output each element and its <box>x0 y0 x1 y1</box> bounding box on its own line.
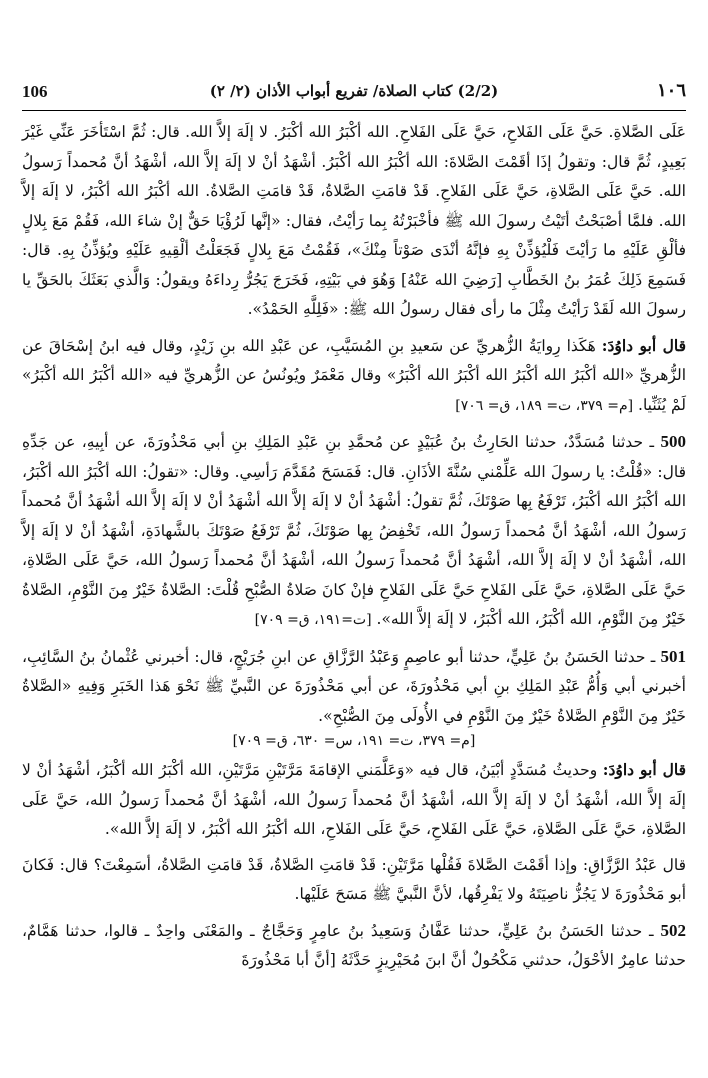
reference-501: [م= ٣٧٩، ت= ١٩١، س= ٦٣٠، ق= ٧٠٩] <box>232 733 476 749</box>
page-header <box>22 82 686 112</box>
paragraph-abu-dawud-note-2: قال أبو داوُدَ: وحديثُ مُسَدَّدٍ أبْيَنُ، قال فيه «وَعَلَّمَني الإقامَةَ مَرَّتَيْنِ مَرَّتَيْنِ، الله أكْبَرُ الله أكْبَرُ، أشْهَدُ أنْ لا إلَهَ إلاَّ الله، أشْهَدُ أنْ لا إلَهَ إلاَّ الله، أشْهَدُ أنَّ مُحمداً رَسولُ الله، أشْهَدُ أنَّ مُحمداً رَسولُ الله، حَيَّ عَلَى الصَّلاةِ، حَيَّ عَلَى الصَّلاةِ، حَيَّ عَلَى الفَلاحِ، حَيَّ عَلَى الفَلاحِ، الله أكْبَرُ الله أكْبَرُ، لا إلَهَ إلاَّ الله». <box>22 760 686 838</box>
hadith-502: 502 ـ حدثنا الحَسَنُ بنُ عَلِيٍّ، حدثنا عَفَّانُ وَسَعِيدُ بنُ عامِرٍ وَحَجَّاجٌ ـ والمَعْنَى واحِدٌ ـ قالوا، حدثنا هَمَّامٌ، حدثنا عامِرٌ الأحْوَلُ، حدثني مَكْحُولٌ أنَّ ابنَ مُحَيْرِيزٍ حَدَّثَهُ [أنَّ أبا مَحْذُورَةَ <box>22 920 686 969</box>
hadith-number: 502 <box>660 920 686 940</box>
reference: [م= ٣٧٩، ت= ١٨٩، ق= ٧٠٦] <box>455 397 634 414</box>
hadith-501: 501 ـ حدثنا الحَسَنُ بنُ عَلِيٍّ، حدثنا أبو عاصِمٍ وَعَبْدُ الرَّزَّاقِ عن ابنِ جُرَيْجٍ، قال: أخبرني عُثْمانُ بنُ السَّائِبِ، أخبرني أبي وَأُمُّ عَبْدِ المَلِكِ بنِ أبي مَحْذُورَةَ، عن أبي مَحْذُورَةَ عن النَّبيِّ ﷺ نَحْوَ هَذا الخَبَرِ وَفِيهِ «الصَّلاةُ خَيْرٌ مِنَ النَّوْمِ الصَّلاةُ خَيْرٌ مِنَ النَّوْمِ في الأُولَى مِنَ الصُّبْحِ». <box>22 646 686 725</box>
paragraph-abu-dawud-note-1: قال أبو داوُدَ: هَكَذا رِوايَةُ الزُّهريِّ عن سَعيدِ بنِ المُسَيَّبِ، عن عَبْدِ الله بنِ زَيْدٍ، وقال فيه ابنُ إسْحَاقَ عن الزُّهريِّ «الله أكْبَرُ الله أكْبَرُ الله أكْبَرُ الله أكْبَرُ» وقال مَعْمَرٌ ويُونُسُ عن الزُّهريِّ فيه «الله أكْبَرُ الله أكْبَرُ» لَمْ يُثَنِّيا. [م= ٣٧٩، ت= ١٨٩، ق= ٧٠٦] <box>22 335 686 414</box>
paragraph-abd-al-razzaq: قال عَبْدُ الرَّزَّاقِ: وإذا أقَمْتَ الصَّلاةَ فَقُلْها مَرَّتَيْنِ: قَدْ قامَتِ الصَّلاةُ، قَدْ قامَتِ الصَّلاةُ، أسَمِعْتَ؟ قال: فَكانَ أبو مَحْذُورَةَ لا يَجُزُّ ناصِيَتَهُ ولا يَفْرِقُها، لأنَّ النَّبيَّ ﷺ مَسَحَ عَلَيْها. <box>22 855 686 903</box>
hadith-number: 501 <box>660 646 686 666</box>
hadith-number: 500 <box>660 432 686 451</box>
reference: [ت=١٩١، ق= ٧٠٩] <box>254 612 372 628</box>
page-number-arabic: ١٠٦ <box>656 80 686 101</box>
running-title: (2/2) كتاب الصلاة/ تفريع أبواب الأذان (٢/ ٢) <box>209 82 499 100</box>
hadith-500: 500 ـ حدثنا مُسَدَّدٌ، حدثنا الحَارِثُ بنُ عُبَيْدٍ عن مُحمَّدِ بنِ عَبْدِ المَلِكِ بنِ أبي مَحْذُورَةَ، عن أبِيهِ، عن جَدِّهِ قال: «قُلْتُ: يا رسولَ الله عَلِّمْني سُنَّةَ الأذَانِ. قال: فَمَسَحَ مُقَدَّمَ رَأسِي. وقال: «تقولُ: الله أكْبَرُ الله أكْبَرُ، الله أكْبَرُ الله أكْبَرُ، تَرْفَعُ بِها صَوْتَكَ، ثُمَّ تقولُ: أشْهَدُ أنْ لا إلَهَ إلاَّ الله أشْهَدُ أنْ لا إلَهَ إلاَّ الله أشْهَدُ أنَّ مُحمداً رَسولُ الله، أشْهَدُ أنَّ مُحمداً رَسولُ الله، تَخْفِضُ بِها صَوْتَكَ، ثُمَّ تَرْفَعُ صَوْتَكَ بالشَّهادَةِ، أشْهَدُ أنْ لا إلَهَ إلاَّ الله، أشْهَدُ أنْ لا إلَهَ إلاَّ الله، أشْهَدُ أنَّ مُحمداً رَسولُ الله، أشْهَدُ أنَّ مُحمداً رَسولُ الله، حَيَّ عَلَى الصَّلاةِ، حَيَّ عَلَى الصَّلاةِ، حَيَّ عَلَى الفَلاحِ حَيَّ عَلَى الفَلاحِ فإنْ كانَ صَلاةُ الصُّبْحِ قُلْتَ: الصَّلاةُ خَيْرٌ مِنَ النَّوْمِ، الصَّلاةُ خَيْرٌ مِنَ النَّوْمِ، الله أكْبَرُ، الله أكْبَرُ، لا إلَهَ إلاَّ الله». [ت=١٩١، ق= ٧٠٩] <box>22 432 686 628</box>
paragraph-adhan-vision: عَلَى الصَّلاةِ. حَيَّ عَلَى الفَلاحِ، حَيَّ عَلَى الفَلاحِ. الله أكْبَرُ الله أكْبَرُ. لا إلَهَ إلاَّ الله. قال: ثُمَّ اسْتَأخَرَ عَنِّي غَيْرَ بَعِيدٍ، ثُمَّ قال: وتقولُ إذَا أقَمْتَ الصَّلاةَ: الله أكْبَرُ الله أكْبَرُ. أشْهَدُ أنْ لا إلَهَ إلاَّ الله، أشْهَدُ أنَّ مُحمداً رَسولُ الله. حَيَّ عَلَى الصَّلاةِ، حَيَّ عَلَى الفَلاحِ. قَدْ قامَتِ الصَّلاةُ، قَدْ قامَتِ الصَّلاةُ. الله أكْبَرُ الله أكْبَرُ، لا إلَهَ إلاَّ الله. فلمَّا أصْبَحْتُ أتَيْتُ رسولَ الله ﷺ فأخْبَرْتُهُ بِما رَأيْتُ، فقال: «إنَّها لَرُؤْيَا حَقٌّ إنْ شاءَ الله، فَقُمْ مَعَ بِلالٍ فألْقِ عَلَيْهِ ما رَأيْتَ فَلْيُؤذِّنْ بِهِ فإنَّهُ أنْدَى صَوْتاً مِنْكَ»، فَقُمْتُ مَعَ بِلالٍ فَجَعَلْتُ ألْقِيهِ عَلَيْهِ ويُؤذِّنُ بِهِ. قال: فَسَمِعَ ذَلِكَ عُمَرُ بنُ الخَطَّابِ [رَضِيَ الله عَنْهُ] وَهُوَ في بَيْتِهِ، فَخَرَجَ يَجُرُّ رِداءَهُ ويقولُ: وَالَّذي بَعَثَكَ بالحَقِّ يا رسولَ الله لَقَدْ رَأيْتُ مِثْلَ ما رأى فقال رسولُ الله ﷺ: «فَلِلَّهِ الحَمْدُ». <box>22 123 686 318</box>
header-rule <box>22 110 686 111</box>
page-number-latin: 106 <box>22 82 48 101</box>
page-body <box>22 118 686 982</box>
document-page <box>22 0 686 1078</box>
